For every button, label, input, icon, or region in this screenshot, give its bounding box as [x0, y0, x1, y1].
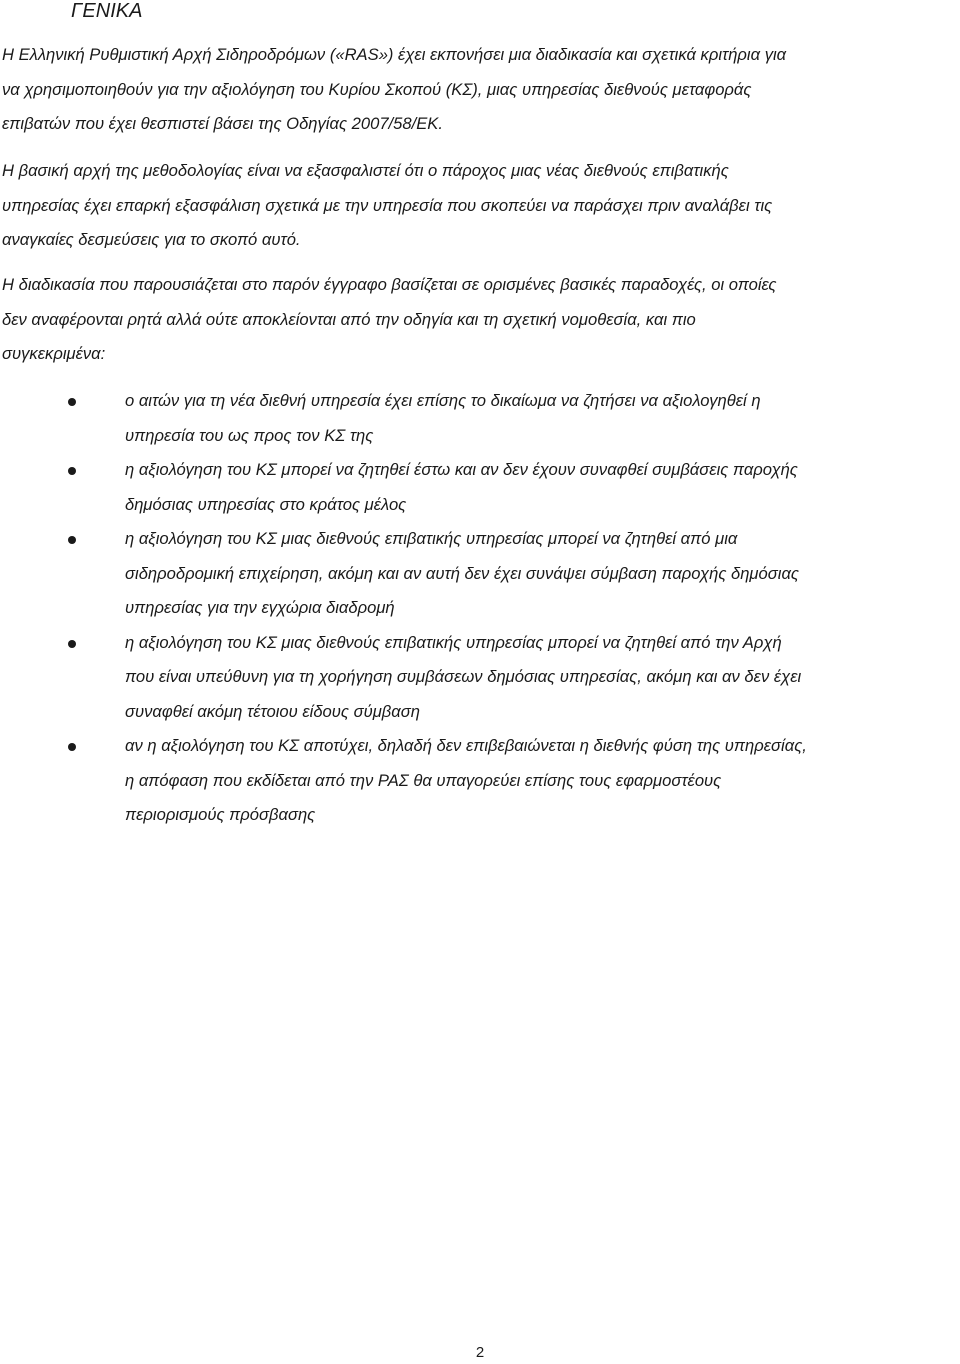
list-item-line: αν η αξιολόγηση του ΚΣ αποτύχει, δηλαδή δεν επιβεβαιώνεται η διεθνής φύση της υπηρεσίας, — [125, 736, 807, 755]
bullet-icon — [68, 640, 76, 648]
list-item-line: υπηρεσίας για την εγχώρια διαδρομή — [125, 598, 395, 617]
list-item-text — [0, 384, 960, 453]
paragraph-line: να χρησιμοποιηθούν για την αξιολόγηση του Κυρίου Σκοπού (ΚΣ), μιας υπηρεσίας διεθνούς μεταφοράς — [2, 79, 752, 99]
list-item-line: σιδηροδρομική επιχείρηση, ακόμη και αν αυτή δεν έχει συνάψει σύμβαση παροχής δημόσιας — [125, 563, 799, 583]
list-item — [0, 626, 960, 730]
list-item-text — [0, 522, 960, 626]
list-item-line: συναφθεί ακόμη τέτοιου είδους σύμβαση — [125, 701, 420, 721]
bullet-icon — [68, 398, 76, 406]
paragraph-line: αναγκαίες δεσμεύσεις για το σκοπό αυτό. — [2, 230, 301, 249]
page-number: 2 — [475, 1344, 485, 1361]
list-item-line: η αξιολόγηση του ΚΣ μπορεί να ζητηθεί έστω και αν δεν έχουν συναφθεί συμβάσεις παροχής — [125, 460, 798, 479]
assumptions-list — [0, 384, 960, 833]
paragraph-assumptions — [2, 268, 952, 372]
list-item-text — [0, 626, 960, 730]
paragraph-intro — [2, 38, 952, 142]
list-item-line: η αξιολόγηση του ΚΣ μιας διεθνούς επιβατικής υπηρεσίας μπορεί να ζητηθεί από την Αρχή — [125, 632, 782, 652]
list-item-line: που είναι υπεύθυνη για τη χορήγηση συμβάσεων δημόσιας υπηρεσίας, ακόμη και αν δεν έχει — [125, 667, 802, 686]
paragraph-line: συγκεκριμένα: — [2, 344, 106, 363]
list-item-line: ο αιτών για τη νέα διεθνή υπηρεσία έχει επίσης το δικαίωμα να ζητήσει να αξιολογηθεί η — [125, 391, 761, 410]
list-item — [0, 384, 960, 453]
list-item — [0, 453, 960, 522]
paragraph-line: δεν αναφέρονται ρητά αλλά ούτε αποκλείονται από την οδηγία και τη σχετική νομοθεσία, και πιο — [2, 309, 696, 329]
list-item-text — [0, 453, 960, 522]
list-item-line: η απόφαση που εκδίδεται από την ΡΑΣ θα υπαγορεύει επίσης τους εφαρμοστέους — [125, 770, 722, 790]
bullet-icon — [68, 536, 76, 544]
bullet-icon — [68, 467, 76, 475]
list-item-line: περιορισμούς πρόσβασης — [125, 805, 316, 824]
bullet-icon — [68, 743, 76, 751]
list-item-text — [0, 729, 960, 833]
list-item-line: υπηρεσία του ως προς τον ΚΣ της — [125, 425, 374, 445]
paragraph-principle — [2, 154, 952, 258]
paragraph-line: Η διαδικασία που παρουσιάζεται στο παρόν έγγραφο βασίζεται σε ορισμένες βασικές παραδοχές, οι οποίες — [2, 275, 777, 294]
paragraph-line: Η Ελληνική Ρυθμιστική Αρχή Σιδηροδρόμων («RAS») έχει εκπονήσει μια διαδικασία και σχετικά κριτήρια για — [2, 45, 787, 64]
list-item — [0, 522, 960, 626]
list-item-line: δημόσιας υπηρεσίας στο κράτος μέλος — [125, 494, 407, 514]
section-heading: ΓΕΝΙΚΑ — [71, 0, 143, 22]
paragraph-line: επιβατών που έχει θεσπιστεί βάσει της Οδηγίας 2007/58/ΕΚ. — [2, 114, 443, 133]
list-item-line: η αξιολόγηση του ΚΣ μιας διεθνούς επιβατικής υπηρεσίας μπορεί να ζητηθεί από μια — [125, 529, 738, 548]
paragraph-line: υπηρεσίας έχει επαρκή εξασφάλιση σχετικά με την υπηρεσία που σκοπεύει να παράσχει πριν αναλάβει τις — [2, 195, 773, 215]
paragraph-line: Η βασική αρχή της μεθοδολογίας είναι να εξασφαλιστεί ότι ο πάροχος μιας νέας διεθνούς επιβατικής — [2, 161, 729, 180]
list-item — [0, 729, 960, 833]
